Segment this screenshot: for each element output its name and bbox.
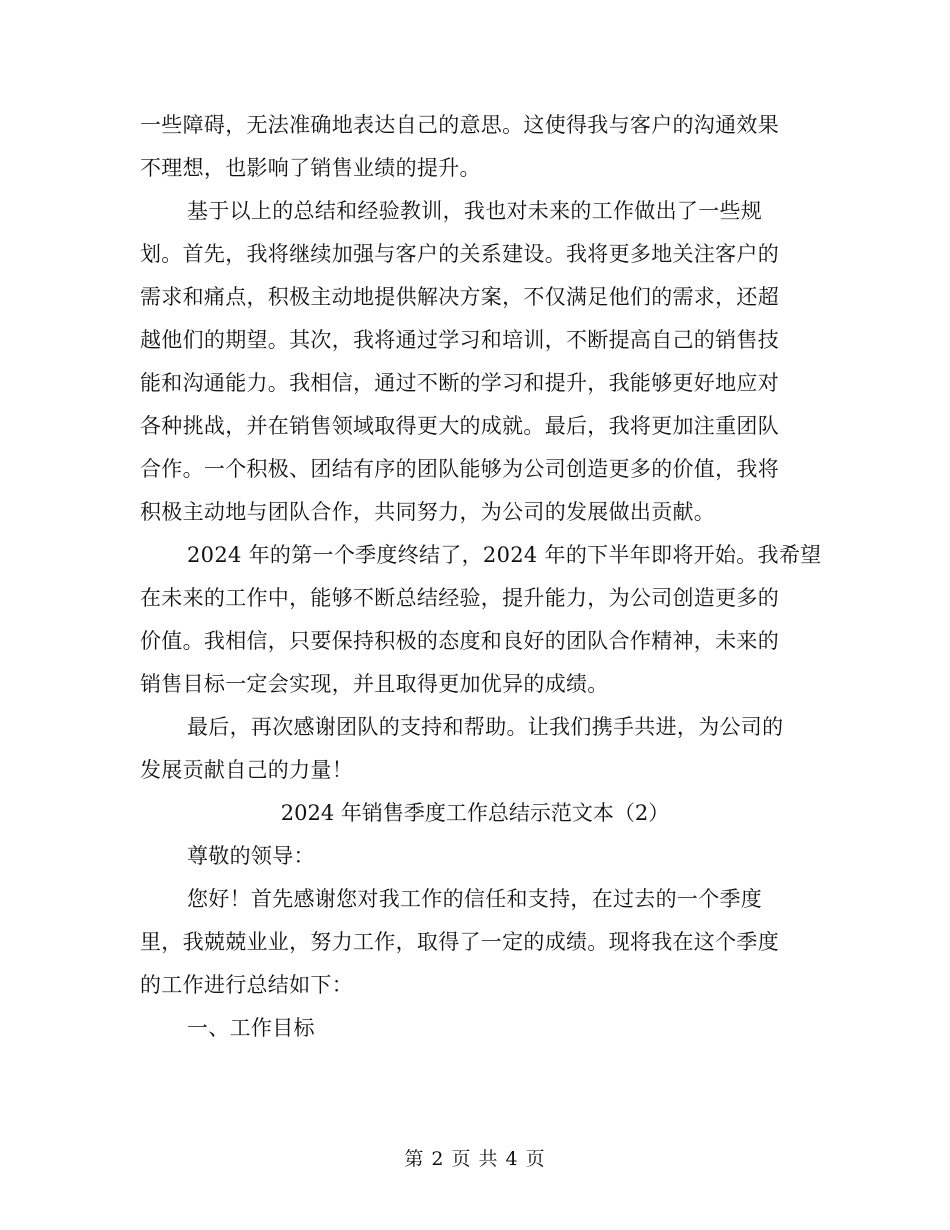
paragraph-line: 最后，再次感谢团队的支持和帮助。让我们携手共进，为公司的 [187,715,784,739]
paragraph-line: 的工作进行总结如下： [140,973,353,997]
paragraph-line: 合作。一个积极、团结有序的团队能够为公司创造更多的价值，我将 [140,457,779,481]
salutation: 尊敬的领导： [187,844,315,868]
page-number: 第 2 页 共 4 页 [404,1148,546,1170]
paragraph-line: 里，我兢兢业业，努力工作，取得了一定的成绩。现将我在这个季度 [140,930,779,954]
paragraph-line: 您好！首先感谢您对我工作的信任和支持，在过去的一个季度 [187,887,763,911]
paragraph-line: 越他们的期望。其次，我将通过学习和培训，不断提高自己的销售技 [140,328,779,352]
paragraph-line: 各种挑战，并在销售领域取得更大的成就。最后，我将更加注重团队 [140,414,779,438]
paragraph-line: 能和沟通能力。我相信，通过不断的学习和提升，我能够更好地应对 [140,371,779,395]
paragraph-line: 在未来的工作中，能够不断总结经验，提升能力，为公司创造更多的 [140,586,779,610]
paragraph-line: 销售目标一定会实现，并且取得更加优异的成绩。 [140,672,609,696]
paragraph-line: 2024 年的第一个季度终结了，2024 年的下半年即将开始。我希望 [187,543,822,567]
paragraph-line: 不理想，也影响了销售业绩的提升。 [140,156,481,180]
paragraph-line: 积极主动地与团队合作，共同努力，为公司的发展做出贡献。 [140,500,716,524]
paragraph-line: 需求和痛点，积极主动地提供解决方案，不仅满足他们的需求，还超 [140,285,779,309]
paragraph-line: 基于以上的总结和经验教训，我也对未来的工作做出了一些规 [187,199,763,223]
paragraph-line: 价值。我相信，只要保持积极的态度和良好的团队合作精神，未来的 [140,629,779,653]
paragraph-line: 发展贡献自己的力量！ [140,758,353,782]
section-title: 2024 年销售季度工作总结示范文本（2） [280,801,670,825]
subsection-heading: 一、工作目标 [187,1016,315,1040]
paragraph-line: 一些障碍，无法准确地表达自己的意思。这使得我与客户的沟通效果 [140,113,779,137]
paragraph-line: 划。首先，我将继续加强与客户的关系建设。我将更多地关注客户的 [140,242,779,266]
